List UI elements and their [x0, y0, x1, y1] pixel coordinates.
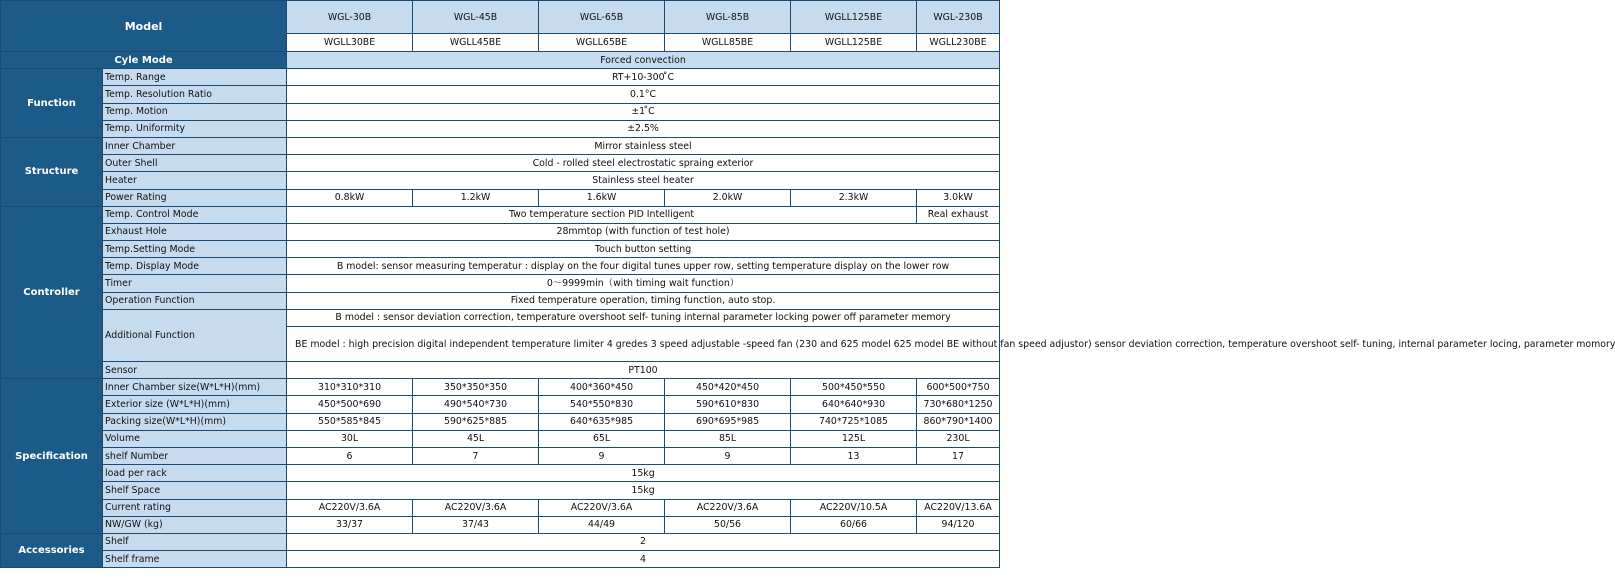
cycle-value: Forced convection [287, 52, 1000, 69]
row-value: 17 [917, 447, 1000, 464]
row-value: Fixed temperature operation, timing function, auto stop. [287, 292, 1000, 309]
table-row [1, 413, 1000, 430]
table-row [1, 447, 1000, 464]
model-row [1, 1, 1000, 34]
row-value: AC220V/3.6A [665, 499, 791, 516]
row-label: load per rack [103, 465, 287, 482]
row-value: 230L [917, 430, 1000, 447]
row-value: 60/66 [791, 516, 917, 533]
row-label: Additional Function [103, 309, 287, 361]
row-value: 490*540*730 [413, 396, 539, 413]
category-specification: Specification [1, 379, 103, 534]
row-label: Temp. Motion [103, 103, 287, 120]
table-row [1, 155, 1000, 172]
model-cell: WGLL125BE [791, 34, 917, 52]
model-cell: WGL-230B [917, 1, 1000, 34]
row-label: Temp. Display Mode [103, 258, 287, 275]
model-cell: WGL-45B [413, 1, 539, 34]
row-value: 540*550*830 [539, 396, 665, 413]
model-cell: WGLL65BE [539, 34, 665, 52]
row-label: Exhaust Hole [103, 223, 287, 240]
row-label: NW/GW (kg) [103, 516, 287, 533]
table-row [1, 362, 1000, 379]
row-value: 640*640*930 [791, 396, 917, 413]
table-row [1, 103, 1000, 120]
table-row [1, 430, 1000, 447]
row-value: 125L [791, 430, 917, 447]
row-value: ±2.5% [287, 120, 1000, 137]
row-value: Stainless steel heater [287, 172, 1000, 189]
row-value: 590*610*830 [665, 396, 791, 413]
table-row [1, 516, 1000, 533]
row-label: Power Rating [103, 189, 287, 206]
row-label: shelf Number [103, 447, 287, 464]
row-value: B model: sensor measuring temperatur : display on the four digital tunes upper row, setting temperature display on the lower row [287, 258, 1000, 275]
table-row [1, 275, 1000, 292]
table-row [1, 379, 1000, 396]
model-cell: WGL-65B [539, 1, 665, 34]
table-row [1, 86, 1000, 103]
row-value: 450*500*690 [287, 396, 413, 413]
row-value: 85L [665, 430, 791, 447]
row-label: Temp. Control Mode [103, 206, 287, 223]
row-label: Heater [103, 172, 287, 189]
row-value: 740*725*1085 [791, 413, 917, 430]
table-row [1, 241, 1000, 258]
table-row [1, 258, 1000, 275]
table-row [1, 309, 1000, 326]
row-value: 7 [413, 447, 539, 464]
row-label: Temp. Range [103, 69, 287, 86]
row-value: Real exhaust [917, 206, 1000, 223]
row-value: 0.8kW [287, 189, 413, 206]
row-value: 37/43 [413, 516, 539, 533]
table-row [1, 137, 1000, 154]
row-value: 0～9999min（with timing wait function） [287, 275, 1000, 292]
row-value: 15kg [287, 482, 1000, 499]
table-row [1, 533, 1000, 550]
row-value: 6 [287, 447, 413, 464]
row-value: 450*420*450 [665, 379, 791, 396]
table-row [1, 206, 1000, 223]
table-row [1, 396, 1000, 413]
row-value: 2.3kW [791, 189, 917, 206]
row-label: Inner Chamber size(W*L*H)(mm) [103, 379, 287, 396]
row-label: Operation Function [103, 292, 287, 309]
row-value: Touch button setting [287, 241, 1000, 258]
row-label: Timer [103, 275, 287, 292]
row-value: Mirror stainless steel [287, 137, 1000, 154]
row-value: 13 [791, 447, 917, 464]
table-row [1, 120, 1000, 137]
cycle-label: Cyle Mode [1, 52, 287, 69]
row-value: 65L [539, 430, 665, 447]
row-value: 860*790*1400 [917, 413, 1000, 430]
row-value: B model : sensor deviation correction, temperature overshoot self- tuning internal parameter locking power off parameter memory [287, 309, 1000, 326]
table-row [1, 482, 1000, 499]
row-value: 50/56 [665, 516, 791, 533]
table-row [1, 551, 1000, 568]
row-value: 0.1°C [287, 86, 1000, 103]
model-cell: WGL-85B [665, 1, 791, 34]
table-row [1, 189, 1000, 206]
row-value: AC220V/10.5A [791, 499, 917, 516]
row-value: Cold - rolled steel electrostatic spraing exterior [287, 155, 1000, 172]
row-label: Temp.Setting Mode [103, 241, 287, 258]
row-value: 690*695*985 [665, 413, 791, 430]
row-value: AC220V/3.6A [413, 499, 539, 516]
row-value: 9 [539, 447, 665, 464]
row-label: Shelf Space [103, 482, 287, 499]
model-cell: WGLL85BE [665, 34, 791, 52]
row-label: Outer Shell [103, 155, 287, 172]
row-value: BE model : high precision digital independent temperature limiter 4 gredes 3 speed adjustable -speed fan (230 and 625 model 625 model BE without fan speed adjustor) sensor deviation correction, temperature overshoot self- tuning, internal parameter locing, parameter momory [287, 327, 1000, 362]
row-label: Volume [103, 430, 287, 447]
category-controller: Controller [1, 206, 103, 379]
category-structure: Structure [1, 137, 103, 206]
category-function: Function [1, 69, 103, 138]
row-label: Current rating [103, 499, 287, 516]
table-row [1, 292, 1000, 309]
row-label: Shelf frame [103, 551, 287, 568]
row-value: 1.6kW [539, 189, 665, 206]
row-value: 400*360*450 [539, 379, 665, 396]
row-value: 550*585*845 [287, 413, 413, 430]
row-value: RT+10-300 ̊C [287, 69, 1000, 86]
row-value: 28mmtop (with function of test hole) [287, 223, 1000, 240]
row-label: Packing size(W*L*H)(mm) [103, 413, 287, 430]
table-row [1, 172, 1000, 189]
row-value: 350*350*350 [413, 379, 539, 396]
row-value: 45L [413, 430, 539, 447]
table-row [1, 499, 1000, 516]
row-value: 600*500*750 [917, 379, 1000, 396]
row-value: AC220V/3.6A [539, 499, 665, 516]
row-value: 590*625*885 [413, 413, 539, 430]
row-value: 2 [287, 533, 1000, 550]
row-value: Two temperature section PID Intelligent [287, 206, 917, 223]
row-label: Sensor [103, 362, 287, 379]
row-value: 2.0kW [665, 189, 791, 206]
category-accessories: Accessories [1, 533, 103, 567]
table-row [1, 69, 1000, 86]
row-value: 310*310*310 [287, 379, 413, 396]
model-cell: WGL-30B [287, 1, 413, 34]
row-value: 500*450*550 [791, 379, 917, 396]
row-value: 640*635*985 [539, 413, 665, 430]
row-value: 15kg [287, 465, 1000, 482]
row-value: 44/49 [539, 516, 665, 533]
row-value: 4 [287, 551, 1000, 568]
table-row [1, 223, 1000, 240]
row-value: 1.2kW [413, 189, 539, 206]
model-cell: WGLL30BE [287, 34, 413, 52]
row-value: 33/37 [287, 516, 413, 533]
row-value: 9 [665, 447, 791, 464]
model-cell: WGLL125BE [791, 1, 917, 34]
row-value: ±1 ̊C [287, 103, 1000, 120]
row-value: 30L [287, 430, 413, 447]
row-value: 3.0kW [917, 189, 1000, 206]
row-value: 730*680*1250 [917, 396, 1000, 413]
row-value: 94/120 [917, 516, 1000, 533]
row-label: Shelf [103, 533, 287, 550]
model-cell: WGLL230BE [917, 34, 1000, 52]
row-label: Temp. Resolution Ratio [103, 86, 287, 103]
row-value: PT100 [287, 362, 1000, 379]
row-value: AC220V/13.6A [917, 499, 1000, 516]
model-cell: WGLL45BE [413, 34, 539, 52]
row-label: Temp. Uniformity [103, 120, 287, 137]
table-row [1, 465, 1000, 482]
row-label: Exterior size (W*L*H)(mm) [103, 396, 287, 413]
model-label: Model [1, 1, 287, 52]
row-value: AC220V/3.6A [287, 499, 413, 516]
row-label: Inner Chamber [103, 137, 287, 154]
cycle-row [1, 52, 1000, 69]
